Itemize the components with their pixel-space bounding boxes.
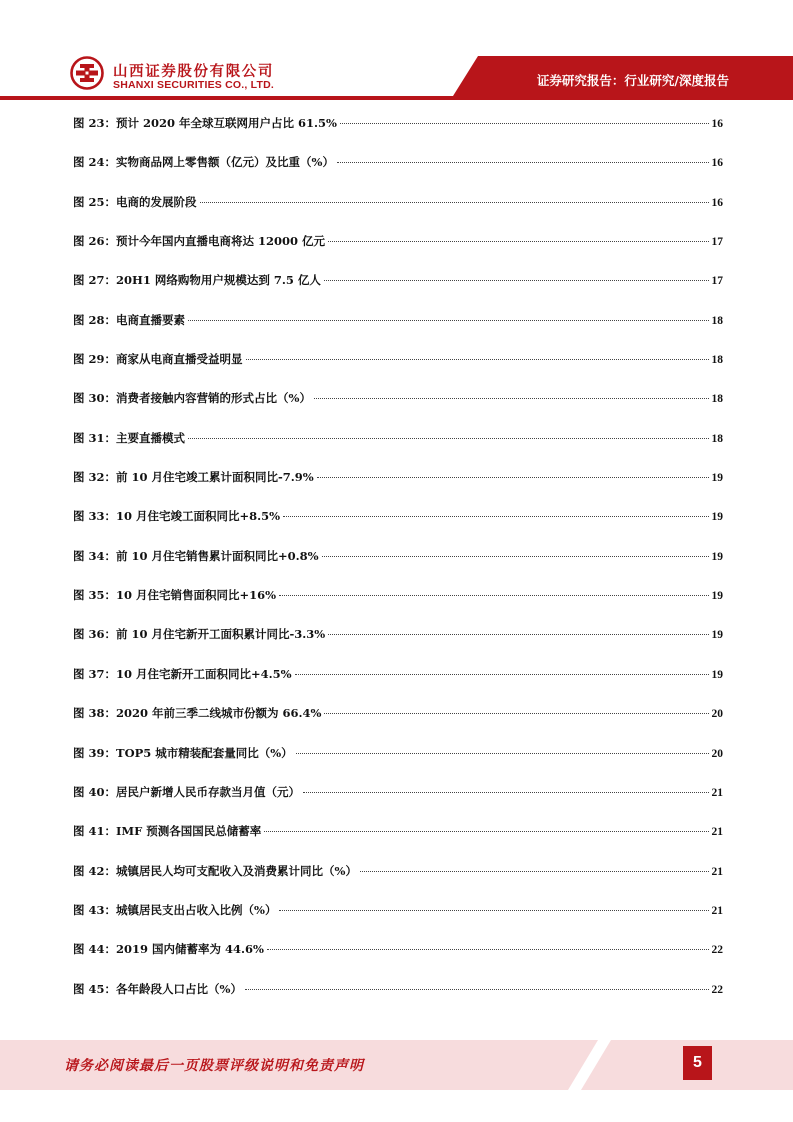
dot-leader [246, 359, 709, 360]
figure-label: 图 32： [73, 470, 117, 485]
figure-label: 图 24： [73, 155, 117, 170]
figure-page-number: 21 [711, 786, 723, 799]
figure-page-number: 21 [711, 865, 723, 878]
toc-entry[interactable] [73, 307, 723, 346]
figure-label: 图 41： [73, 824, 117, 839]
figure-label: 图 27： [73, 273, 117, 288]
dot-leader [264, 831, 708, 832]
figure-page-number: 18 [711, 354, 723, 367]
figure-label: 图 43： [73, 902, 117, 917]
toc-entry[interactable] [73, 700, 723, 739]
dot-leader [267, 949, 709, 950]
figure-title: 电商直播要素 [116, 312, 186, 327]
figure-page-number: 18 [711, 314, 723, 327]
dot-leader [328, 241, 708, 242]
toc-entry[interactable] [73, 858, 723, 897]
dot-leader [296, 753, 709, 754]
figure-label: 图 28： [73, 312, 117, 327]
figure-title: 10 月住宅销售面积同比+16% [116, 588, 277, 603]
toc-entry[interactable] [73, 936, 723, 975]
figure-label: 图 45： [73, 981, 117, 996]
toc-entry[interactable] [73, 228, 723, 267]
figure-label: 图 31： [73, 430, 117, 445]
figure-label: 图 44： [73, 942, 117, 957]
figure-label: 图 23： [73, 116, 117, 130]
figure-page-number: 18 [711, 432, 723, 445]
toc-entry[interactable] [73, 464, 723, 503]
figure-label: 图 35： [73, 588, 117, 603]
figure-title: 居民户新增人民币存款当月值（元） [116, 784, 301, 799]
figure-title: 主要直播模式 [116, 430, 186, 445]
figure-title: 预计 2020 年全球互联网用户占比 61.5% [116, 116, 337, 130]
toc-entry[interactable] [73, 779, 723, 818]
figure-title: 城镇居民人均可支配收入及消费累计同比（%） [116, 863, 357, 878]
figure-title: 20H1 网络购物用户规模达到 7.5 亿人 [116, 273, 321, 288]
dot-leader [279, 910, 708, 911]
company-name-english: SHANXI SECURITIES CO., LTD. [113, 79, 274, 91]
dot-leader [295, 674, 709, 675]
figure-page-number: 18 [711, 393, 723, 406]
figure-title: 消费者接触内容营销的形式占比（%） [116, 391, 311, 406]
toc-entry[interactable] [73, 267, 723, 306]
figure-label: 图 30： [73, 391, 117, 406]
dot-leader [322, 556, 709, 557]
figure-label: 图 38： [73, 706, 117, 721]
figure-page-number: 19 [711, 550, 723, 563]
figure-page-number: 20 [711, 747, 723, 760]
company-name-chinese: 山西证券股份有限公司 [113, 64, 274, 80]
report-type-tag: 证券研究报告：行业研究/深度报告 [536, 73, 729, 88]
toc-entry[interactable] [73, 149, 723, 188]
toc-entry[interactable] [73, 346, 723, 385]
dot-leader [188, 320, 708, 321]
toc-entry[interactable] [73, 818, 723, 857]
figure-page-number: 22 [711, 944, 723, 957]
toc-entry[interactable] [73, 582, 723, 621]
figure-title: 2019 国内储蓄率为 44.6% [116, 942, 264, 957]
figure-title: 10 月住宅竣工面积同比+8.5% [116, 509, 281, 524]
dot-leader [317, 477, 709, 478]
shanxi-securities-logo-icon [70, 56, 104, 90]
dot-leader [324, 713, 708, 714]
dot-leader [360, 871, 709, 872]
page-footer [0, 1040, 793, 1090]
dot-leader [245, 989, 709, 990]
figure-label: 图 42： [73, 863, 117, 878]
figure-title: 预计今年国内直播电商将达 12000 亿元 [116, 234, 326, 249]
figure-title: 电商的发展阶段 [116, 194, 197, 209]
dot-leader [279, 595, 708, 596]
toc-entry[interactable] [73, 976, 723, 1015]
dot-leader [340, 123, 709, 124]
dot-leader [200, 202, 709, 203]
figure-page-number: 19 [711, 472, 723, 485]
figure-page-number: 21 [711, 904, 723, 917]
dot-leader [328, 634, 708, 635]
dot-leader [324, 280, 709, 281]
toc-entry[interactable] [73, 897, 723, 936]
figure-label: 图 34： [73, 548, 117, 563]
page-header [0, 0, 793, 104]
figure-label: 图 39： [73, 745, 117, 760]
figure-page-number: 20 [711, 708, 723, 721]
figure-page-number: 16 [711, 157, 723, 170]
figure-title: 城镇居民支出占收入比例（%） [116, 902, 277, 917]
dot-leader [283, 516, 708, 517]
figure-title: 2020 年前三季二线城市份额为 66.4% [116, 706, 322, 721]
figure-page-number: 19 [711, 629, 723, 642]
dot-leader [314, 398, 709, 399]
toc-entry[interactable] [73, 661, 723, 700]
figure-page-number: 19 [711, 668, 723, 681]
toc-entry[interactable] [73, 740, 723, 779]
toc-entry[interactable] [73, 189, 723, 228]
figure-label: 图 40： [73, 784, 117, 799]
figure-title: 实物商品网上零售额（亿元）及比重（%） [116, 155, 334, 170]
figure-page-number: 16 [711, 196, 723, 209]
figure-title: 前 10 月住宅销售累计面积同比+0.8% [116, 548, 319, 563]
figure-title: 各年龄段人口占比（%） [116, 981, 242, 996]
figure-page-number: 21 [711, 826, 723, 839]
figure-label: 图 29： [73, 352, 117, 367]
toc-entry[interactable] [73, 110, 723, 149]
toc-entry[interactable] [73, 621, 723, 660]
figure-page-number: 17 [711, 275, 723, 288]
figure-title: IMF 预测各国国民总储蓄率 [116, 824, 262, 839]
figure-label: 图 25： [73, 194, 117, 209]
toc-entry[interactable] [73, 543, 723, 582]
figure-title: TOP5 城市精装配套量同比（%） [116, 745, 293, 760]
dot-leader [188, 438, 708, 439]
figure-page-number: 22 [711, 983, 723, 996]
figure-title: 10 月住宅新开工面积同比+4.5% [116, 666, 292, 681]
figure-page-number: 19 [711, 590, 723, 603]
figure-label: 图 36： [73, 627, 117, 642]
disclaimer-notice: 请务必阅读最后一页股票评级说明和免责声明 [64, 1058, 364, 1074]
toc-entry[interactable] [73, 425, 723, 464]
figure-title: 商家从电商直播受益明显 [116, 352, 243, 367]
figure-title: 前 10 月住宅竣工累计面积同比-7.9% [116, 470, 314, 485]
toc-entry[interactable] [73, 385, 723, 424]
figure-page-number: 19 [711, 511, 723, 524]
figure-title: 前 10 月住宅新开工面积累计同比-3.3% [116, 627, 326, 642]
toc-entry[interactable] [73, 503, 723, 542]
figure-label: 图 33： [73, 509, 117, 524]
figure-list [73, 110, 723, 1015]
figure-label: 图 37： [73, 666, 117, 681]
page-number: 5 [683, 1046, 712, 1080]
figure-page-number: 16 [711, 118, 723, 130]
dot-leader [303, 792, 708, 793]
figure-label: 图 26： [73, 234, 117, 249]
dot-leader [337, 162, 709, 163]
figure-page-number: 17 [711, 236, 723, 249]
